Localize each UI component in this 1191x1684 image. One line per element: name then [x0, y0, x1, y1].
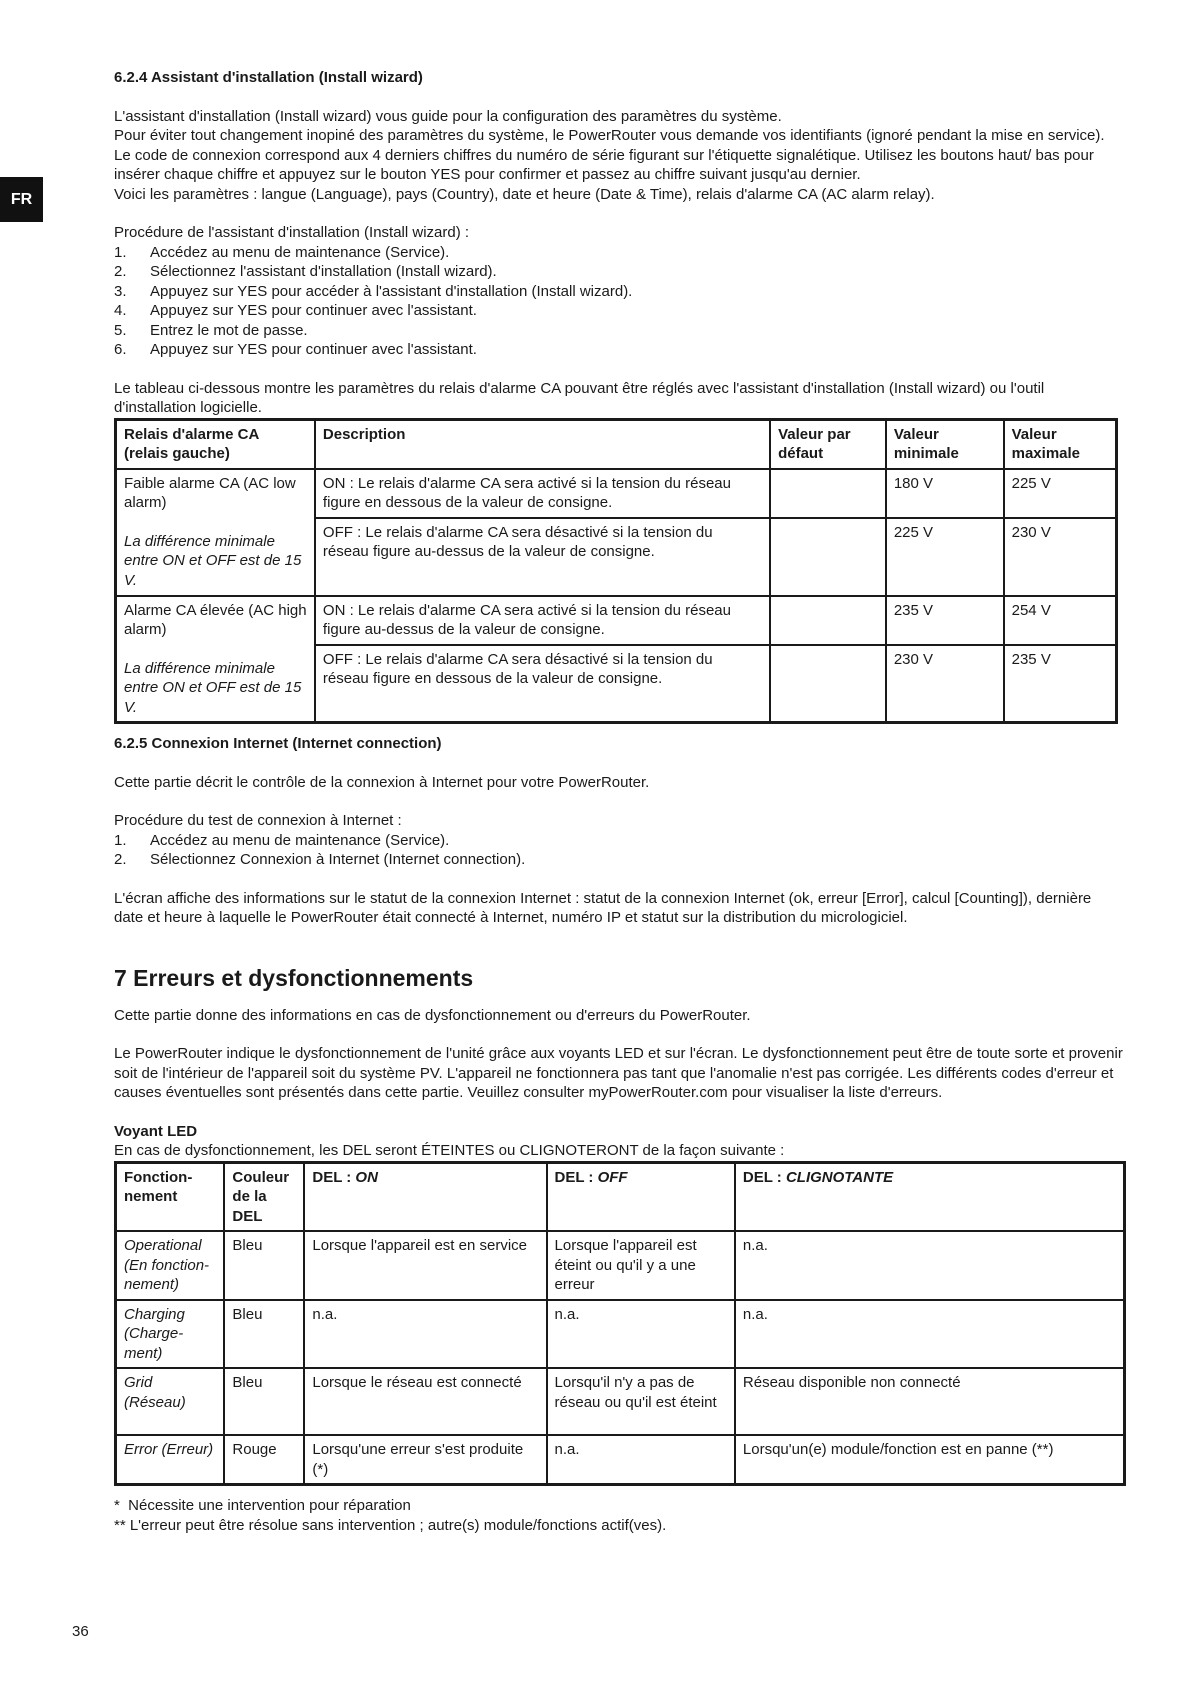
screen-info-paragraph: L'écran affiche des informations sur le statut de la connexion Internet : statut de la connexion Internet (ok, erreur [Error], calcul [Counting]), dernière date et heure à laquelle le PowerRouter était connecté à Internet, numéro IP et statut sur la distribution du micrologiciel.: [114, 889, 1092, 926]
step-number: 2.: [114, 263, 127, 280]
section-heading-6-2-4: 6.2.4 Assistant d'installation (Install wizard): [114, 69, 423, 86]
column-header: [547, 1162, 735, 1231]
color-cell: Bleu: [224, 1300, 304, 1369]
procedure-steps: [114, 243, 1124, 360]
intro-paragraph: Voici les paramètres : langue (Language), pays (Country), date et heure (Date & Time), relais d'alarme CA (AC alarm relay).: [114, 185, 935, 203]
step-item: [114, 301, 1124, 321]
default-value-cell: [770, 645, 886, 723]
step-text: Appuyez sur YES pour continuer avec l'assistant.: [150, 302, 477, 319]
table-row: [116, 1435, 1125, 1485]
table-header-row: [116, 419, 1117, 469]
max-value-cell: 235 V: [1004, 645, 1117, 723]
column-header: [304, 1162, 546, 1231]
step-number: 6.: [114, 341, 127, 358]
column-header: Fonction-nement: [116, 1162, 225, 1231]
alarm-type-name: Faible alarme CA (AC low alarm): [124, 474, 296, 511]
led-off-cell: Lorsqu'il n'y a pas de réseau ou qu'il est éteint: [547, 1368, 735, 1435]
led-status-table: [114, 1161, 1126, 1487]
led-on-cell: Lorsque l'appareil est en service: [304, 1231, 546, 1300]
intro-paragraph: Cette partie décrit le contrôle de la connexion à Internet pour votre PowerRouter.: [114, 773, 650, 791]
column-header: [735, 1162, 1125, 1231]
min-value-cell: 180 V: [886, 469, 1004, 518]
led-off-cell: n.a.: [547, 1435, 735, 1485]
led-heading: Voyant LED: [114, 1122, 198, 1140]
language-tab: FR: [0, 177, 43, 222]
max-value-cell: 225 V: [1004, 469, 1117, 518]
description-cell: ON : Le relais d'alarme CA sera activé si la tension du réseau figure au-dessus de la valeur de consigne.: [315, 596, 770, 645]
step-text: Appuyez sur YES pour continuer avec l'assistant.: [150, 341, 477, 358]
chapter-heading-7: 7 Erreurs et dysfonctionnements: [114, 964, 474, 991]
step-text: Appuyez sur YES pour accéder à l'assistant d'installation (Install wizard).: [150, 282, 633, 300]
led-blink-cell: Réseau disponible non connecté: [735, 1368, 1125, 1435]
column-header: Valeur par défaut: [770, 419, 886, 469]
default-value-cell: [770, 596, 886, 645]
header-state: OFF: [597, 1168, 628, 1186]
table-header-row: [116, 1162, 1125, 1231]
min-value-cell: 235 V: [886, 596, 1004, 645]
step-number: 3.: [114, 282, 127, 300]
table-row: [116, 1300, 1125, 1369]
min-value-cell: 230 V: [886, 645, 1004, 723]
page-content: [114, 68, 1124, 1535]
intro-paragraph: Cette partie donne des informations en cas de dysfonctionnement ou d'erreurs du PowerRouter.: [114, 1006, 751, 1024]
page-number: 36: [72, 1623, 89, 1640]
step-item: [114, 243, 1124, 263]
function-cell: Charging (Charge-ment): [116, 1300, 225, 1369]
section-heading-6-2-5: 6.2.5 Connexion Internet (Internet connection): [114, 735, 442, 752]
led-blink-cell: n.a.: [735, 1300, 1125, 1369]
column-header: Valeur minimale: [886, 419, 1004, 469]
step-number: 4.: [114, 302, 127, 319]
header-state: ON: [355, 1168, 378, 1186]
function-cell: Operational (En fonction-nement): [116, 1231, 225, 1300]
alarm-type-cell: [116, 596, 315, 723]
footnote: * Nécessite une intervention pour réparation: [114, 1497, 411, 1514]
description-cell: ON : Le relais d'alarme CA sera activé si la tension du réseau figure en dessous de la valeur de consigne.: [315, 469, 770, 518]
ac-alarm-relay-table: [114, 418, 1118, 725]
column-header: Valeur maximale: [1004, 419, 1117, 469]
color-cell: Bleu: [224, 1368, 304, 1435]
intro-paragraph: Le code de connexion correspond aux 4 derniers chiffres du numéro de série figurant sur l'étiquette signalétique. Utilisez les boutons haut/ bas pour insérer chaque chiffre et appuyez sur le bouton YES pour confirmer et passez au chiffre suivant jusqu'au dernier.: [114, 146, 1094, 183]
max-value-cell: 254 V: [1004, 596, 1117, 645]
step-number: 1.: [114, 831, 127, 849]
alarm-type-note: La différence minimale entre ON et OFF est de 15 V.: [124, 659, 302, 716]
step-item: [114, 340, 1124, 360]
led-on-cell: Lorsque le réseau est connecté: [304, 1368, 546, 1435]
procedure-title: Procédure du test de connexion à Internet :: [114, 812, 402, 829]
function-cell: Grid (Réseau): [116, 1368, 225, 1435]
table-row: [116, 1231, 1125, 1300]
step-item: [114, 850, 1124, 870]
led-on-cell: n.a.: [304, 1300, 546, 1369]
table-row: [116, 596, 1117, 645]
step-item: [114, 262, 1124, 282]
led-off-cell: Lorsque l'appareil est éteint ou qu'il y a une erreur: [547, 1231, 735, 1300]
step-text: Entrez le mot de passe.: [150, 321, 308, 339]
column-header: Couleur de la DEL: [224, 1162, 304, 1231]
led-blink-cell: n.a.: [735, 1231, 1125, 1300]
intro-paragraph: Pour éviter tout changement inopiné des paramètres du système, le PowerRouter vous demande vos identifiants (ignoré pendant la mise en service).: [114, 127, 1105, 144]
description-cell: OFF : Le relais d'alarme CA sera désactivé si la tension du réseau figure en dessous de la valeur de consigne.: [315, 645, 770, 723]
led-blink-cell: Lorsqu'un(e) module/fonction est en panne (**): [735, 1435, 1125, 1485]
header-prefix: DEL :: [742, 1168, 786, 1186]
header-state: CLIGNOTANTE: [785, 1168, 894, 1186]
alarm-type-name: Alarme CA élevée (AC high alarm): [124, 601, 307, 638]
led-on-cell: Lorsqu'une erreur s'est produite (*): [304, 1435, 546, 1485]
procedure-title: Procédure de l'assistant d'installation (Install wizard) :: [114, 224, 470, 241]
footnote: ** L'erreur peut être résolue sans intervention ; autre(s) module/fonctions actif(ves).: [114, 1516, 667, 1534]
column-header: Description: [315, 419, 770, 469]
step-number: 1.: [114, 243, 127, 261]
alarm-type-note: La différence minimale entre ON et OFF est de 15 V.: [124, 532, 302, 589]
step-number: 5.: [114, 321, 127, 339]
default-value-cell: [770, 518, 886, 596]
max-value-cell: 230 V: [1004, 518, 1117, 596]
procedure-steps: [114, 831, 1124, 870]
step-item: [114, 321, 1124, 341]
header-prefix: DEL :: [554, 1168, 598, 1186]
min-value-cell: 225 V: [886, 518, 1004, 596]
led-intro: En cas de dysfonctionnement, les DEL seront ÉTEINTES ou CLIGNOTERONT de la façon suivante :: [114, 1142, 785, 1159]
step-number: 2.: [114, 851, 127, 868]
default-value-cell: [770, 469, 886, 518]
step-item: [114, 282, 1124, 302]
step-text: Accédez au menu de maintenance (Service).: [150, 243, 450, 261]
header-prefix: DEL :: [312, 1168, 356, 1186]
table-intro: Le tableau ci-dessous montre les paramètres du relais d'alarme CA pouvant être réglés avec l'assistant d'installation (Install wizard) ou l'outil d'installation logicielle.: [114, 379, 1045, 416]
step-text: Accédez au menu de maintenance (Service).: [150, 831, 450, 849]
description-cell: OFF : Le relais d'alarme CA sera désactivé si la tension du réseau figure au-dessus de la valeur de consigne.: [315, 518, 770, 596]
alarm-type-cell: [116, 469, 315, 596]
intro-paragraph: L'assistant d'installation (Install wizard) vous guide pour la configuration des paramètres du système.: [114, 107, 782, 125]
color-cell: Bleu: [224, 1231, 304, 1300]
table-row: [116, 469, 1117, 518]
step-item: [114, 831, 1124, 851]
step-text: Sélectionnez l'assistant d'installation (Install wizard).: [150, 263, 497, 280]
step-text: Sélectionnez Connexion à Internet (Internet connection).: [150, 851, 526, 868]
column-header: Relais d'alarme CA (relais gauche): [116, 419, 315, 469]
led-off-cell: n.a.: [547, 1300, 735, 1369]
body-paragraph: Le PowerRouter indique le dysfonctionnement de l'unité grâce aux voyants LED et sur l'écran. Le dysfonctionnement peut être de toute sorte et provenir soit de l'intérieur de l'appareil soit du système PV. L'appareil ne fonctionnera pas tant que l'anomalie n'est pas corrigée. Les différents codes d'erreur et causes éventuelles sont présentés dans cette partie. Veuillez consulter myPowerRouter.com pour visualiser la liste d'erreurs.: [114, 1045, 1123, 1101]
function-cell: Error (Erreur): [116, 1435, 225, 1485]
table-row: [116, 1368, 1125, 1435]
color-cell: Rouge: [224, 1435, 304, 1485]
